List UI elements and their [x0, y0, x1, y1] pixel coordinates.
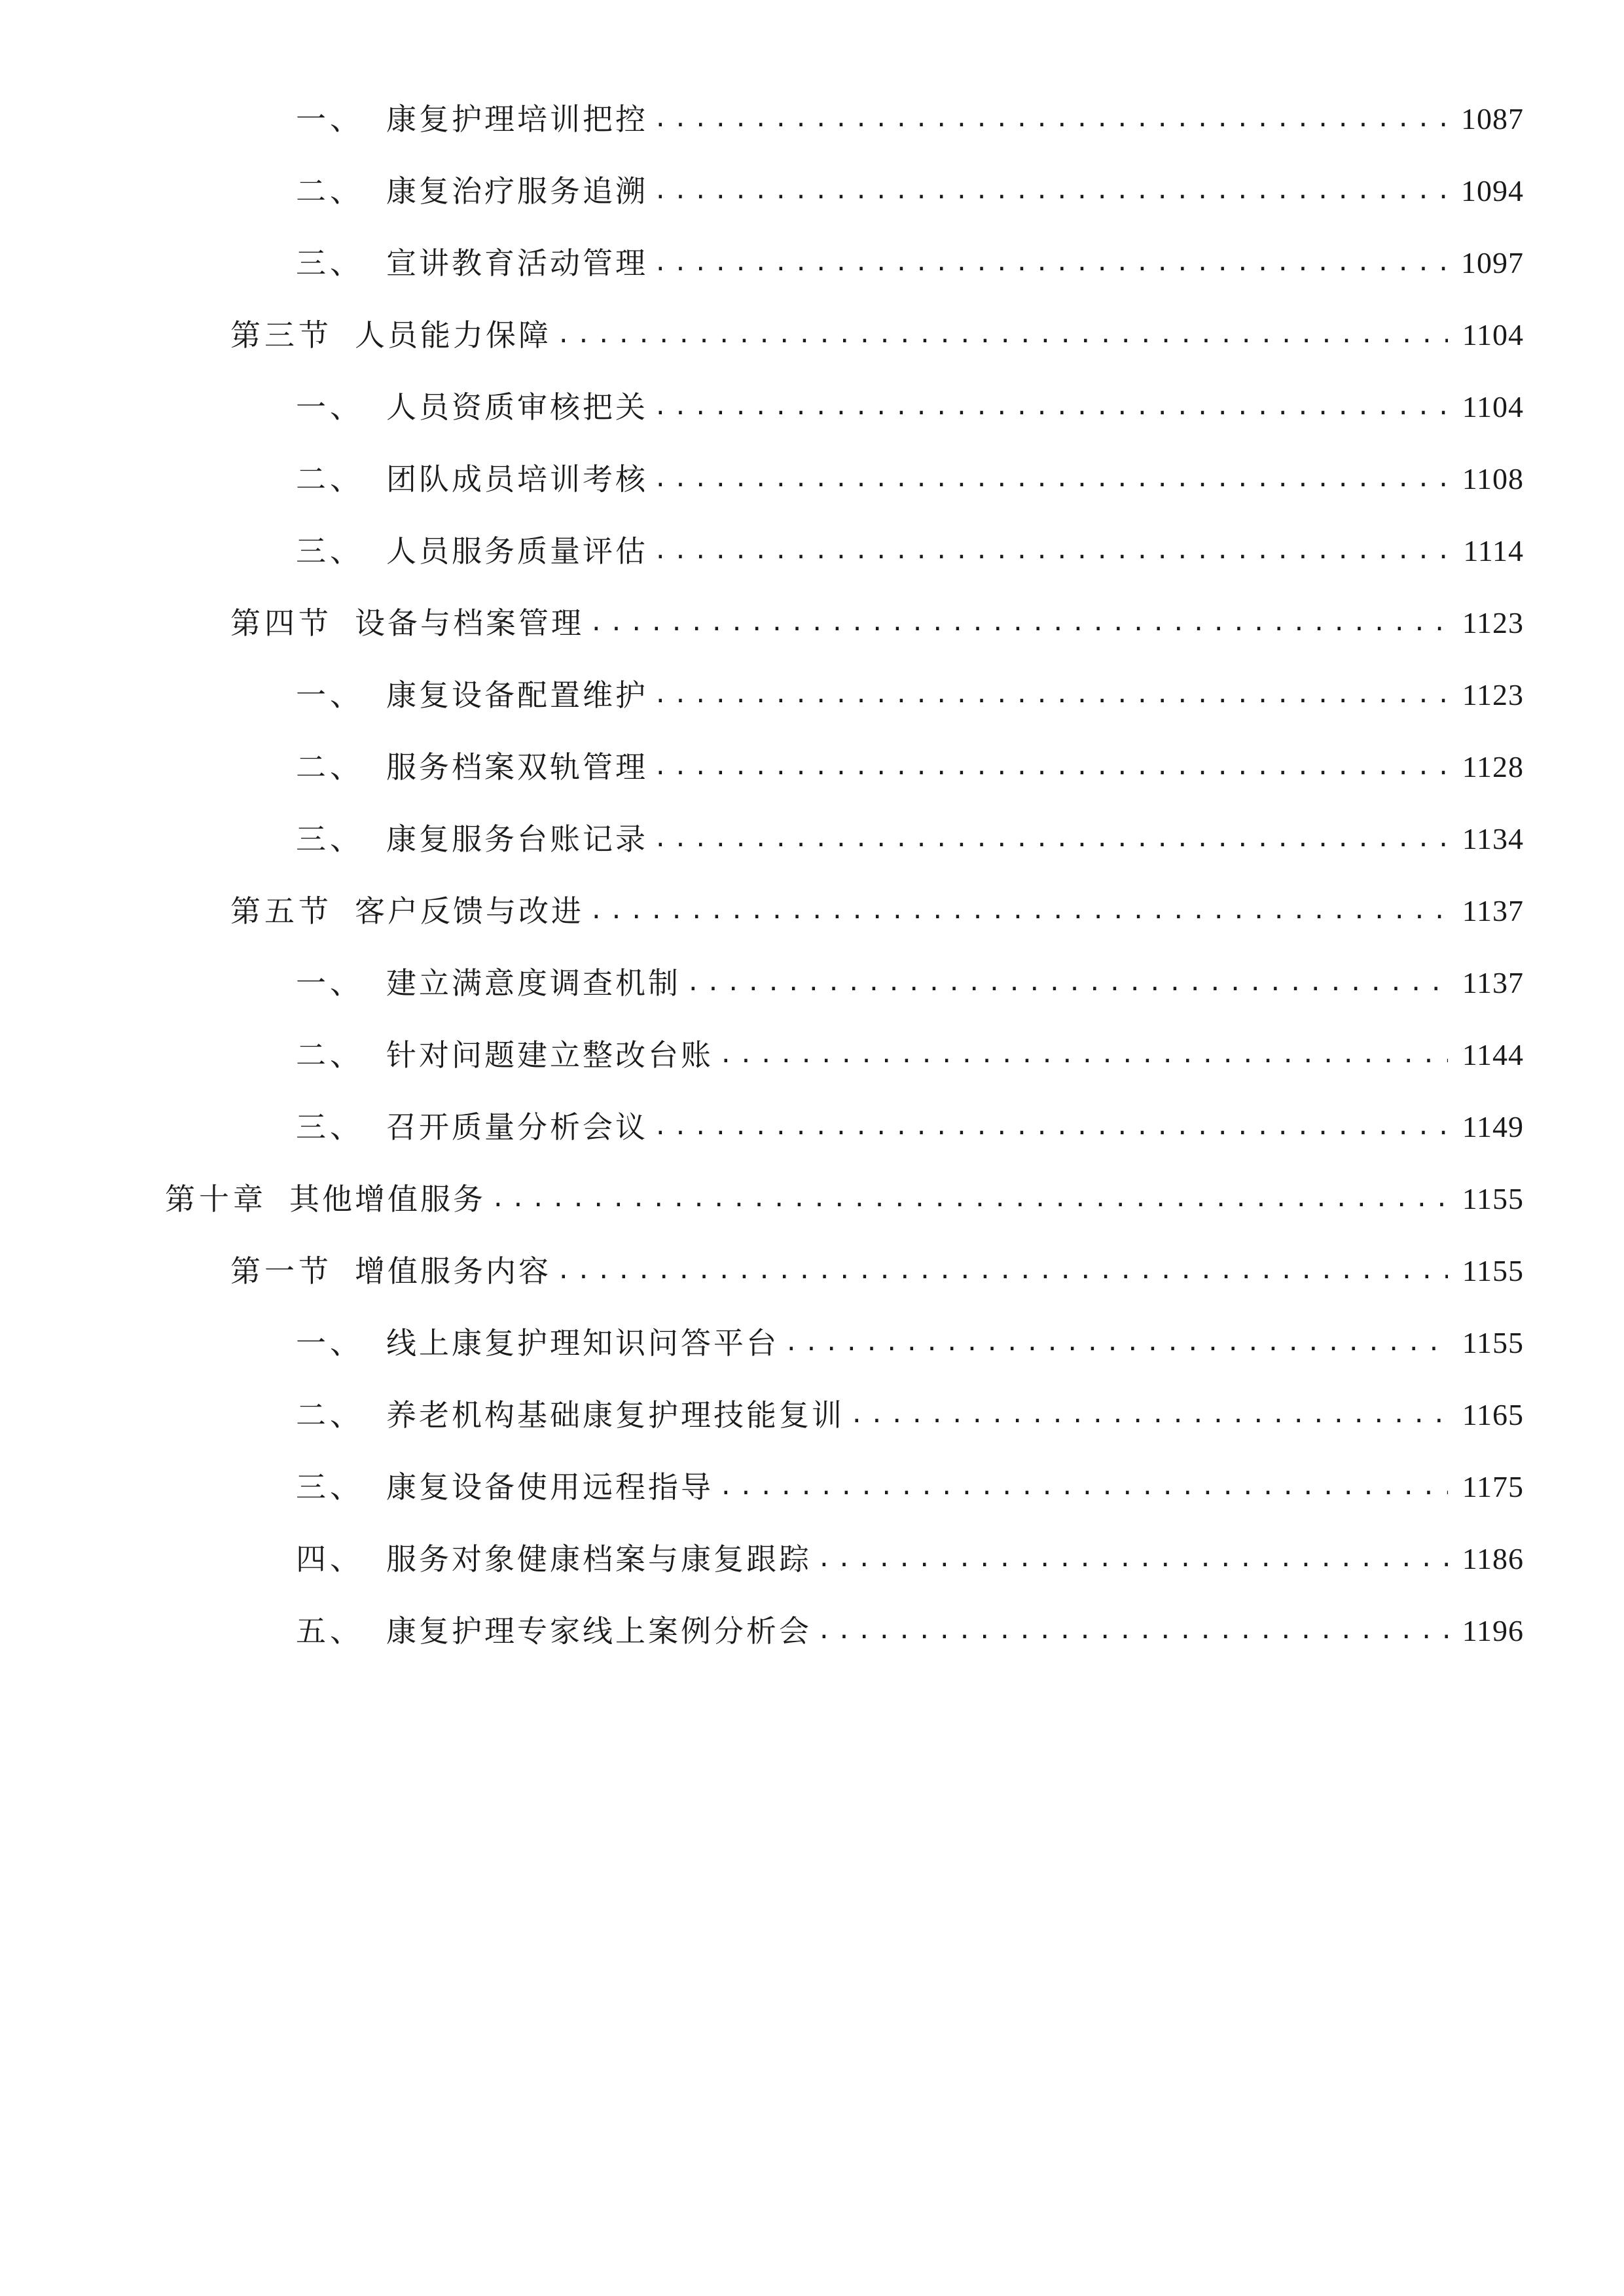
toc-entry-number: 一、 [296, 101, 364, 137]
toc-entry-title: 康复治疗服务追溯 [386, 173, 648, 209]
toc-entry-number: 三、 [296, 1109, 364, 1145]
toc-entry[interactable] [296, 453, 1524, 505]
toc-entry-number: 二、 [296, 1037, 364, 1073]
toc-entry-page: 1104 [1462, 390, 1524, 423]
toc-dot-leader [653, 741, 1448, 793]
toc-entry-page: 1108 [1462, 462, 1524, 495]
toc-dot-leader [653, 525, 1449, 577]
toc-entry-number: 第三节 [230, 317, 333, 353]
toc-entry-number: 三、 [296, 1469, 364, 1505]
toc-entry[interactable] [296, 381, 1524, 433]
toc-entry-title: 团队成员培训考核 [386, 461, 648, 497]
toc-entry-page: 1175 [1462, 1470, 1524, 1503]
toc-dot-leader [719, 1029, 1448, 1081]
toc-entry-page: 1137 [1462, 966, 1524, 999]
toc-entry-number: 五、 [296, 1613, 364, 1649]
toc-dot-leader [653, 669, 1448, 721]
toc-entry[interactable] [296, 1101, 1524, 1153]
toc-entry[interactable] [165, 1173, 1524, 1225]
toc-entry-number: 一、 [296, 677, 364, 713]
toc-entry[interactable] [296, 1533, 1524, 1585]
toc-entry-number: 第十章 [165, 1181, 267, 1217]
toc-entry-page: 1097 [1461, 246, 1524, 279]
toc-entry[interactable] [230, 1245, 1524, 1297]
toc-entry-page: 1128 [1462, 750, 1524, 783]
toc-entry[interactable] [230, 309, 1524, 361]
toc-dot-leader [817, 1605, 1448, 1657]
toc-entry-title: 针对问题建立整改台账 [386, 1037, 713, 1073]
toc-entry-page: 1196 [1462, 1614, 1524, 1647]
toc-dot-leader [653, 93, 1447, 145]
toc-entry-page: 1155 [1462, 1326, 1524, 1359]
toc-entry[interactable] [296, 93, 1524, 145]
toc-entry-number: 二、 [296, 461, 364, 497]
toc-entry-title: 人员能力保障 [355, 317, 551, 353]
toc-dot-leader [817, 1533, 1448, 1585]
toc-entry-number: 第四节 [230, 605, 333, 641]
toc-entry[interactable] [296, 957, 1524, 1009]
toc-entry[interactable] [296, 813, 1524, 865]
toc-dot-leader [784, 1317, 1448, 1369]
toc-dot-leader [491, 1173, 1448, 1225]
toc-entry-page: 1137 [1462, 894, 1524, 927]
toc-entry-page: 1155 [1462, 1254, 1524, 1287]
toc-entry[interactable] [296, 669, 1524, 721]
toc-entry[interactable] [296, 237, 1524, 289]
toc-entry-number: 三、 [296, 821, 364, 857]
toc-entry-title: 养老机构基础康复护理技能复训 [386, 1397, 844, 1433]
toc-entry-number: 二、 [296, 1397, 364, 1433]
toc-entry-title: 服务档案双轨管理 [386, 749, 648, 785]
toc-entry-title: 康复护理专家线上案例分析会 [386, 1613, 812, 1649]
toc-entry[interactable] [296, 1605, 1524, 1657]
toc-entry-title: 宣讲教育活动管理 [386, 245, 648, 281]
toc-entry[interactable] [296, 525, 1524, 577]
toc-dot-leader [589, 597, 1448, 649]
toc-entry-title: 康复设备配置维护 [386, 677, 648, 713]
toc-entry-number: 二、 [296, 173, 364, 209]
toc-dot-leader [653, 813, 1448, 865]
toc-entry-number: 第五节 [230, 893, 333, 929]
toc-entry-title: 线上康复护理知识问答平台 [386, 1325, 779, 1361]
toc-dot-leader [653, 453, 1448, 505]
toc-dot-leader [653, 381, 1448, 433]
toc-entry-title: 人员服务质量评估 [386, 533, 648, 569]
toc-entry-page: 1144 [1462, 1038, 1524, 1071]
toc-entry-page: 1155 [1462, 1182, 1524, 1215]
toc-dot-leader [556, 1245, 1448, 1297]
toc-entry-number: 四、 [296, 1541, 364, 1577]
toc-entry[interactable] [296, 741, 1524, 793]
toc-entry-title: 客户反馈与改进 [355, 893, 584, 929]
toc-entry-number: 三、 [296, 245, 364, 281]
toc-dot-leader [653, 1101, 1448, 1153]
toc-entry-page: 1165 [1462, 1398, 1524, 1431]
toc-entry-number: 第一节 [230, 1253, 333, 1289]
toc-entry-number: 一、 [296, 1325, 364, 1361]
toc-entry-page: 1114 [1463, 534, 1524, 567]
toc-entry-page: 1186 [1462, 1542, 1524, 1575]
toc-entry-title: 人员资质审核把关 [386, 389, 648, 425]
toc-dot-leader [653, 165, 1447, 217]
toc-dot-leader [686, 957, 1448, 1009]
toc-entry-title: 康复服务台账记录 [386, 821, 648, 857]
toc-entry[interactable] [230, 885, 1524, 937]
toc-entry-page: 1094 [1461, 174, 1524, 207]
toc-dot-leader [719, 1461, 1448, 1513]
toc-entry[interactable] [296, 1317, 1524, 1369]
toc-entry[interactable] [296, 1461, 1524, 1513]
toc-entry-page: 1149 [1462, 1110, 1524, 1143]
toc-dot-leader [556, 309, 1448, 361]
toc-entry-title: 其他增值服务 [289, 1181, 486, 1217]
toc-entry-page: 1104 [1462, 318, 1524, 351]
toc-entry[interactable] [230, 597, 1524, 649]
toc-entry-number: 二、 [296, 749, 364, 785]
toc-entry[interactable] [296, 1389, 1524, 1441]
toc-entry-title: 设备与档案管理 [355, 605, 584, 641]
toc-entry-title: 增值服务内容 [355, 1253, 551, 1289]
toc-entry-number: 一、 [296, 965, 364, 1001]
toc-entry-title: 建立满意度调查机制 [386, 965, 681, 1001]
toc-entry-page: 1123 [1462, 606, 1524, 639]
toc-entry-page: 1134 [1462, 822, 1524, 855]
toc-dot-leader [850, 1389, 1448, 1441]
toc-entry-title: 康复设备使用远程指导 [386, 1469, 713, 1505]
toc-entry-title: 服务对象健康档案与康复跟踪 [386, 1541, 812, 1577]
toc-entry-number: 三、 [296, 533, 364, 569]
toc-entry-page: 1123 [1462, 678, 1524, 711]
toc-entry-page: 1087 [1461, 102, 1524, 135]
toc-entry[interactable] [296, 165, 1524, 217]
toc-entry[interactable] [296, 1029, 1524, 1081]
toc-entry-title: 召开质量分析会议 [386, 1109, 648, 1145]
toc-dot-leader [589, 885, 1448, 937]
toc-dot-leader [653, 237, 1447, 289]
toc-entry-number: 一、 [296, 389, 364, 425]
toc-entry-title: 康复护理培训把控 [386, 101, 648, 137]
